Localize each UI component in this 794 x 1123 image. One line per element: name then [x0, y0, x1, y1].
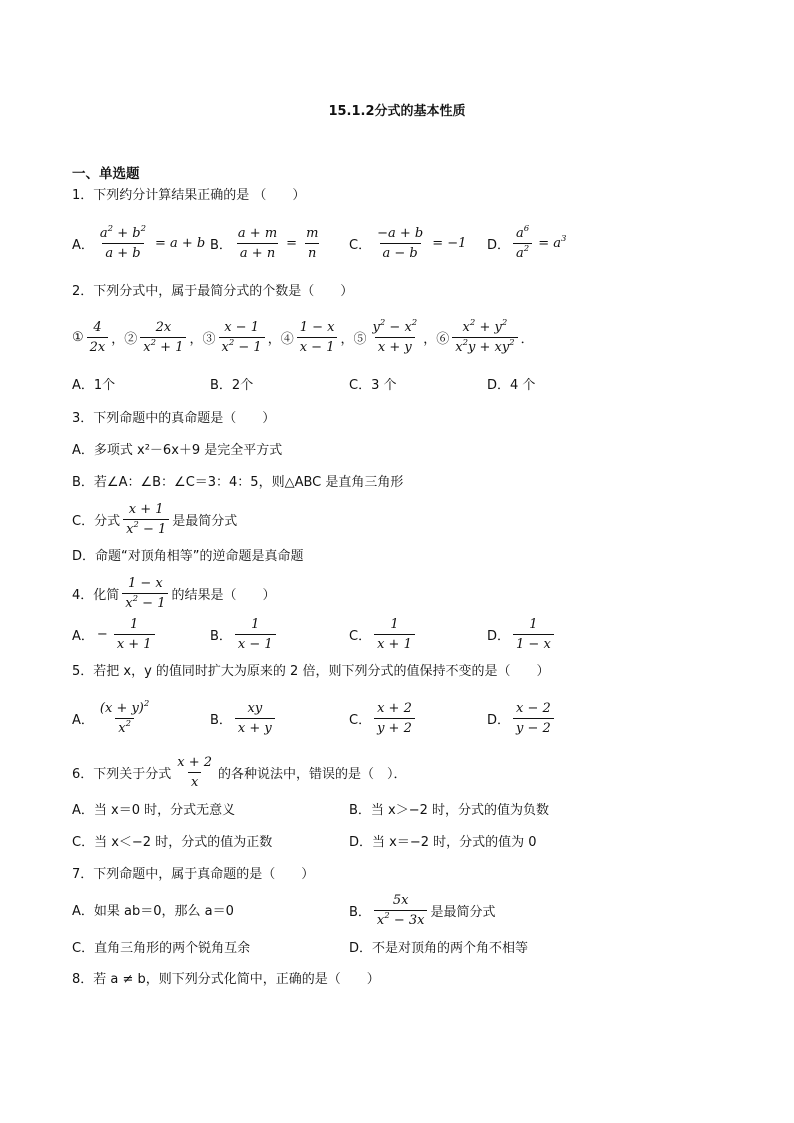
- question-1-option-c: C． $\frac{-a + b}{a - b}$ = −1: [349, 226, 467, 261]
- question-7-option-d: D．不是对顶角的两个角不相等: [349, 941, 529, 956]
- question-1-option-b: B． $\frac{a + m}{a + n}$ = $\frac{m}{n}$: [210, 226, 324, 261]
- question-4-stem: 4．化简 $\frac{1 - x}{x^2 - 1}$ 的结果是（ ）: [72, 576, 276, 611]
- question-2-option-d: D．4 个: [487, 378, 536, 393]
- fraction: $\frac{a^6}{a^2}$: [513, 226, 532, 261]
- question-1-option-d: D． $\frac{a^6}{a^2}$ = $a^3$: [487, 224, 567, 261]
- question-5-option-c: C． $\frac{x + 2}{y + 2}$: [349, 701, 418, 736]
- question-6-stem: 6．下列关于分式 $\frac{x + 2}{x}$ 的各种说法中，错误的是（ ）．: [72, 755, 407, 790]
- question-1-option-a: A． $\frac{a^2 + b^2}{a + b}$ = a + b: [72, 224, 206, 261]
- fraction: $\frac{2x}{x^2 + 1}$: [140, 320, 186, 355]
- question-6-option-c: C．当 x＜−2 时，分式的值为正数: [72, 835, 273, 850]
- fraction: $\frac{a + m}{a + n}$: [237, 226, 278, 261]
- question-3-option-a: A．多项式 x²－6x＋9 是完全平方式: [72, 443, 283, 458]
- question-5-option-b: B． $\frac{xy}{x + y}$: [210, 701, 278, 736]
- fraction: $\frac{5x}{x^2 - 3x}$: [374, 893, 428, 928]
- fraction: $\frac{m}{n}$: [306, 226, 319, 261]
- page-title: 15.1.2分式的基本性质: [328, 104, 466, 119]
- fraction: $\frac{x - 2}{y - 2}$: [513, 701, 554, 736]
- fraction: $\frac{x^2 + y^2}{x^2y + xy^2}$: [452, 320, 517, 355]
- question-7-option-c: C．直角三角形的两个锐角互余: [72, 941, 251, 956]
- question-6-option-d: D．当 x＝−2 时，分式的值为 0: [349, 835, 537, 850]
- question-7-option-a: A．如果 ab＝0，那么 a＝0: [72, 904, 234, 919]
- question-2-option-a: A．1个: [72, 378, 116, 393]
- question-7-option-b: B． $\frac{5x}{x^2 - 3x}$ 是最简分式: [349, 893, 496, 928]
- fraction: $\frac{1}{1 - x}$: [513, 617, 554, 652]
- fraction: $\frac{-a + b}{a - b}$: [377, 226, 424, 261]
- fraction: $\frac{a^2 + b^2}{a + b}$: [99, 224, 146, 261]
- fraction: $\frac{y^2 - x^2}{x + y}$: [372, 318, 418, 355]
- question-2-stem: 2．下列分式中，属于最简分式的个数是（ ）: [72, 284, 354, 299]
- question-4-option-b: B． $\frac{1}{x - 1}$: [210, 617, 279, 652]
- question-4-option-d: D． $\frac{1}{1 - x}$: [487, 617, 557, 652]
- question-4-option-a: A． − $\frac{1}{x + 1}$: [72, 617, 158, 652]
- fraction: $\frac{1 - x}{x^2 - 1}$: [122, 576, 168, 611]
- question-1-stem: 1．下列约分计算结果正确的是 （ ）: [72, 188, 306, 203]
- fraction: $\frac{1 - x}{x - 1}$: [297, 320, 338, 355]
- question-3-option-d: D．命题“对顶角相等”的逆命题是真命题: [72, 549, 304, 564]
- question-5-option-a: A． $\frac{(x + y)^2}{x^2}$: [72, 701, 155, 736]
- question-3-stem: 3．下列命题中的真命题是（ ）: [72, 411, 276, 426]
- fraction: $\frac{x - 1}{x^2 - 1}$: [219, 320, 265, 355]
- question-6-option-b: B．当 x＞−2 时，分式的值为负数: [349, 803, 550, 818]
- question-2-option-c: C．3 个: [349, 378, 397, 393]
- question-2-fraction-list: ① $\frac{4}{2x}$ ，② $\frac{2x}{x^2 + 1}$ ，③ $\frac{x - 1}{x^2 - 1}$ ，④ $\frac{1 - x}{x - 1}$ ，⑤ $\frac{y^2 - x^2}{x + y}$ ，⑥ $\frac{x^2 + y^2}{x^2y + xy^2}$ ．: [72, 318, 534, 355]
- question-5-option-d: D． $\frac{x - 2}{y - 2}$: [487, 701, 557, 736]
- fraction: $\frac{x + 2}{y + 2}$: [374, 701, 415, 736]
- fraction: $\frac{4}{2x}$: [87, 320, 109, 355]
- fraction: $\frac{xy}{x + y}$: [235, 701, 275, 736]
- question-3-option-c: C．分式 $\frac{x + 1}{x^2 - 1}$ 是最简分式: [72, 502, 238, 537]
- fraction: $\frac{(x + y)^2}{x^2}$: [99, 699, 150, 736]
- question-3-option-b: B．若∠A：∠B：∠C＝3：4：5，则△ABC 是直角三角形: [72, 475, 404, 490]
- question-7-stem: 7．下列命题中，属于真命题的是（ ）: [72, 867, 315, 882]
- fraction: $\frac{x + 2}{x}$: [177, 755, 213, 790]
- section-heading: 一、单选题: [72, 166, 140, 182]
- fraction: $\frac{x + 1}{x^2 - 1}$: [123, 502, 169, 537]
- question-8-stem: 8．若 a ≠ b，则下列分式化简中，正确的是（ ）: [72, 972, 380, 987]
- fraction: $\frac{1}{x + 1}$: [374, 617, 415, 652]
- question-2-option-b: B．2个: [210, 378, 254, 393]
- question-6-option-a: A．当 x＝0 时，分式无意义: [72, 803, 236, 818]
- fraction: $\frac{1}{x - 1}$: [235, 617, 276, 652]
- fraction: $\frac{1}{x + 1}$: [114, 617, 155, 652]
- question-5-stem: 5．若把 x，y 的值同时扩大为原来的 2 倍，则下列分式的值保持不变的是（ ）: [72, 664, 550, 679]
- question-4-option-c: C． $\frac{1}{x + 1}$: [349, 617, 418, 652]
